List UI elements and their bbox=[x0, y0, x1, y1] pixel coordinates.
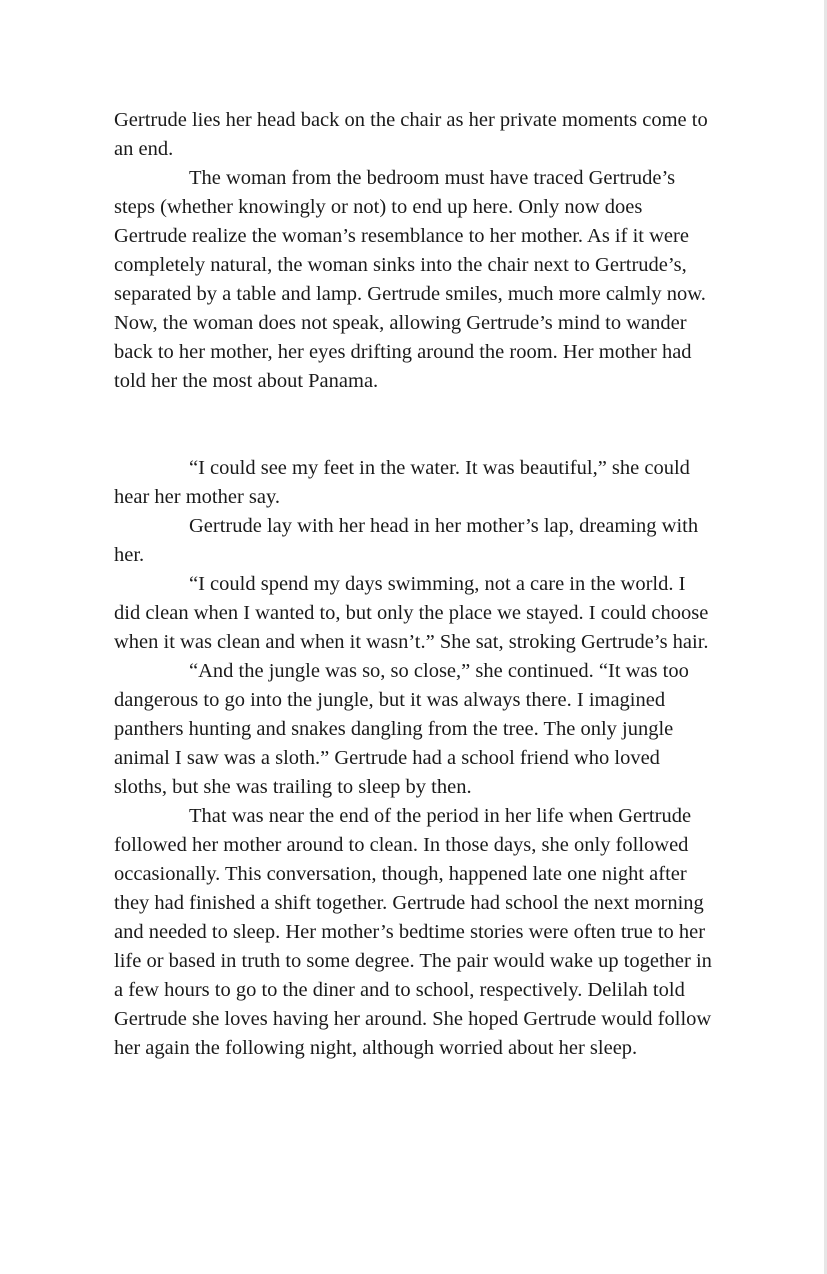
scene-break bbox=[114, 396, 714, 454]
paragraph-5: “I could spend my days swimming, not a care in the world. I did clean when I wanted to, but only the place we stayed. I could choose when it was clean and when it wasn’t.” She sat, stroking Gertrude’s hair. bbox=[114, 573, 709, 653]
body-text bbox=[114, 106, 714, 1063]
paragraph-4: Gertrude lay with her head in her mother’s lap, dreaming with her. bbox=[114, 515, 699, 566]
paragraph-7: That was near the end of the period in her life when Gertrude followed her mother around to clean. In those days, she only followed occasionally. This conversation, though, happened late one night after they had finished a shift together. Gertrude had school the next morning and needed to sleep. Her mother’s bedtime stories were often true to her life or based in truth to some degree. The pair would wake up together in a few hours to go to the diner and to school, respectively. Delilah told Gertrude she loves having her around. She hoped Gertrude would follow her again the following night, although worried about her sleep. bbox=[114, 805, 712, 1059]
paragraph-1: Gertrude lies her head back on the chair as her private moments come to an end. bbox=[114, 109, 708, 160]
paragraph-3: “I could see my feet in the water. It was beautiful,” she could hear her mother say. bbox=[114, 457, 690, 508]
paragraph-2: The woman from the bedroom must have traced Gertrude’s steps (whether knowingly or not) to end up here. Only now does Gertrude realize the woman’s resemblance to her mother. As if it were completely natural, the woman sinks into the chair next to Gertrude’s, separated by a table and lamp. Gertrude smiles, much more calmly now. Now, the woman does not speak, allowing Gertrude’s mind to wander back to her mother, her eyes drifting around the room. Her mother had told her the most about Panama. bbox=[114, 167, 706, 392]
paragraph-6: “And the jungle was so, so close,” she continued. “It was too dangerous to go into the jungle, but it was always there. I imagined panthers hunting and snakes dangling from the tree. The only jungle animal I saw was a sloth.” Gertrude had a school friend who loved sloths, but she was trailing to sleep by then. bbox=[114, 660, 689, 798]
